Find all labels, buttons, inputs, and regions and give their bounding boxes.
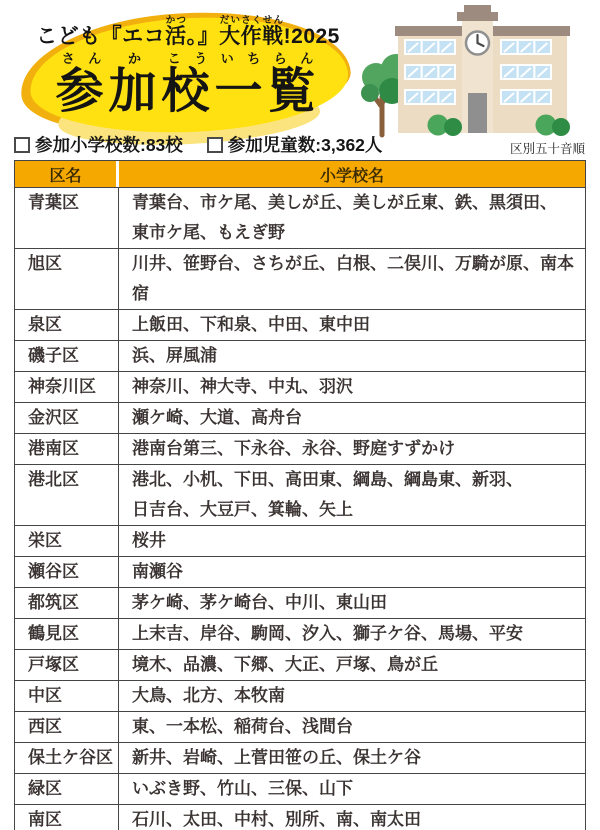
table-row (15, 309, 585, 340)
table-row (15, 340, 585, 371)
ward-column-header: 区名 (15, 161, 119, 187)
ward-cell: 戸塚区 (15, 650, 119, 680)
title-text-segment: 参さん (55, 51, 109, 118)
ward-cell: 磯子区 (15, 341, 119, 371)
stat-label: 参加児童数:3,362人 (227, 135, 383, 155)
table-row (15, 649, 585, 680)
ward-cell: 緑区 (15, 774, 119, 804)
stat-label: 参加小学校数:83校 (35, 135, 183, 155)
schools-cell: 上末吉、岸谷、駒岡、汐入、獅子ケ谷、馬場、平安 (132, 624, 523, 643)
table-row (15, 680, 585, 711)
title-text-segment: 加か (108, 51, 162, 118)
table-row (15, 742, 585, 773)
title-text-segment: 作さく (240, 15, 263, 48)
schools-cell: 青葉台、市ケ尾、美しが丘、美しが丘東、鉄、黒須田、 東市ケ尾、もえぎ野 (132, 193, 557, 242)
campaign-title (26, 15, 350, 48)
building-icon (395, 5, 570, 133)
ward-cell: 青葉区 (15, 188, 119, 248)
table-row (15, 433, 585, 464)
page-title (27, 51, 349, 117)
table-row (15, 711, 585, 742)
table-row (15, 804, 585, 830)
table-row (15, 464, 585, 525)
table-row (15, 371, 585, 402)
participation-stats (14, 132, 382, 157)
ward-cell: 港南区 (15, 434, 119, 464)
title-text-segment: 大だい (219, 15, 241, 48)
title-text-segment: 。』 (186, 25, 220, 48)
title-text-segment: こども『エコ (36, 25, 166, 48)
schools-cell: 石川、太田、中村、別所、南、南太田 (132, 810, 421, 829)
square-bullet-icon (207, 137, 223, 153)
table-row (15, 556, 585, 587)
title-text-segment: 一いち (214, 51, 268, 118)
schools-cell: 南瀬谷 (132, 562, 183, 581)
schools-cell: いぶき野、竹山、三保、山下 (132, 779, 353, 798)
schools-cell: 神奈川、神大寺、中丸、羽沢 (132, 377, 353, 396)
table-row (15, 618, 585, 649)
schools-cell: 大鳥、北方、本牧南 (132, 686, 285, 705)
school-building-illustration (360, 5, 595, 140)
schools-cell: 境木、品濃、下郷、大正、戸塚、鳥が丘 (132, 655, 438, 674)
schools-cell: 桜井 (132, 531, 166, 550)
table-row (15, 773, 585, 804)
schools-cell: 川井、笹野台、さちが丘、白根、二俣川、万騎が原、南本宿 (132, 254, 574, 303)
table-row (15, 587, 585, 618)
schools-cell: 瀬ケ崎、大道、高舟台 (132, 408, 302, 427)
table-header-row (15, 161, 585, 187)
ward-cell: 旭区 (15, 249, 119, 309)
ward-cell: 神奈川区 (15, 372, 119, 402)
ward-cell: 中区 (15, 681, 119, 711)
ward-cell: 都筑区 (15, 588, 119, 618)
title-text-segment: 戦せん (262, 15, 284, 48)
schools-cell: 浜、屏風浦 (132, 346, 217, 365)
title-text-segment: !2025 (283, 25, 340, 48)
title-text-segment: 校こう (161, 51, 215, 118)
ward-cell: 港北区 (15, 465, 119, 525)
ward-cell: 瀬谷区 (15, 557, 119, 587)
schools-cell: 港南台第三、下永谷、永谷、野庭すずかけ (132, 439, 456, 458)
ward-cell: 金沢区 (15, 403, 119, 433)
ward-cell: 保土ケ谷区 (15, 743, 119, 773)
schools-cell: 港北、小机、下田、高田東、綱島、綱島東、新羽、 日吉台、大豆戸、箕輪、矢上 (132, 470, 523, 519)
stat-item (207, 132, 383, 157)
ward-cell: 鶴見区 (15, 619, 119, 649)
ward-cell: 南区 (15, 805, 119, 830)
table-row (15, 187, 585, 248)
ward-cell: 西区 (15, 712, 119, 742)
table-body (15, 187, 585, 830)
door-icon (468, 93, 487, 133)
participating-schools-table (14, 160, 586, 830)
title-text-segment: 活かつ (165, 15, 187, 48)
ward-cell: 泉区 (15, 310, 119, 340)
table-row (15, 248, 585, 309)
square-bullet-icon (14, 137, 30, 153)
table-row (15, 402, 585, 433)
schools-cell: 茅ケ崎、茅ケ崎台、中川、東山田 (132, 593, 387, 612)
schools-cell: 東、一本松、稲荷台、浅間台 (132, 717, 353, 736)
schools-cell: 新井、岩崎、上菅田笹の丘、保土ケ谷 (132, 748, 421, 767)
schools-column-header: 小学校名 (319, 167, 384, 185)
stat-item (14, 132, 183, 157)
ward-cell: 栄区 (15, 526, 119, 556)
schools-cell: 上飯田、下和泉、中田、東中田 (132, 315, 370, 334)
table-row (15, 525, 585, 556)
title-text-segment: 覧らん (267, 51, 321, 118)
clock-icon (466, 32, 489, 55)
sort-order-note: 区別五十音順 (509, 142, 585, 156)
